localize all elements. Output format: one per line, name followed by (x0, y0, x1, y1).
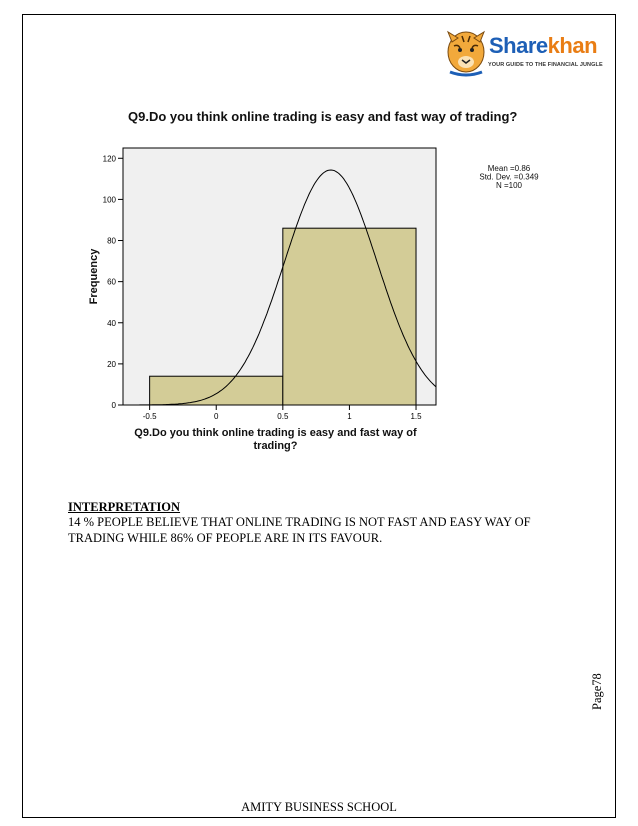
x-axis-label-line2: trading? (253, 440, 298, 452)
interpretation-body: 14 % PEOPLE BELIEVE THAT ONLINE TRADING IS NOT FAST AND EASY WAY OF TRADING WHILE 86% OF PEOPLE ARE IN ITS FAVOUR. (68, 515, 531, 545)
stats-line-1: Std. Dev. =0.349 (479, 172, 539, 182)
y-axis-label: Frequency (88, 248, 100, 305)
logo-wordmark: Sharekhan (489, 33, 598, 58)
tiger-mascot-icon (444, 28, 488, 78)
interpretation-heading: INTERPRETATION (68, 500, 181, 514)
x-tick-label: 1.5 (410, 412, 422, 421)
stats-line-0: Mean =0.86 (487, 164, 531, 173)
y-tick-label: 40 (107, 318, 116, 328)
histogram-bar-0 (150, 376, 283, 405)
histogram-chart (80, 140, 550, 470)
y-tick-label: 60 (107, 277, 116, 287)
x-tick-label: 1 (347, 412, 352, 421)
footer-text: AMITY BUSINESS SCHOOL (241, 800, 397, 814)
stats-line-2: N =100 (495, 181, 523, 190)
y-tick-label: 100 (102, 195, 116, 205)
page-number: Page78 (590, 673, 604, 710)
x-tick-label: 0 (214, 412, 219, 421)
chart-title: Q9.Do you think online trading is easy and fast way of trading? (128, 109, 518, 124)
sharekhan-logo (444, 28, 603, 78)
y-tick-label: 120 (102, 154, 116, 164)
y-tick-label: 80 (107, 236, 116, 246)
x-tick-label: 0.5 (277, 412, 289, 421)
x-tick-label: -0.5 (142, 412, 157, 421)
x-axis-label: Q9.Do you think online trading is easy and fast way of (134, 427, 417, 439)
y-tick-label: 20 (107, 359, 116, 369)
logo-tagline: YOUR GUIDE TO THE FINANCIAL JUNGLE (488, 62, 603, 68)
y-tick-label: 0 (111, 401, 116, 410)
